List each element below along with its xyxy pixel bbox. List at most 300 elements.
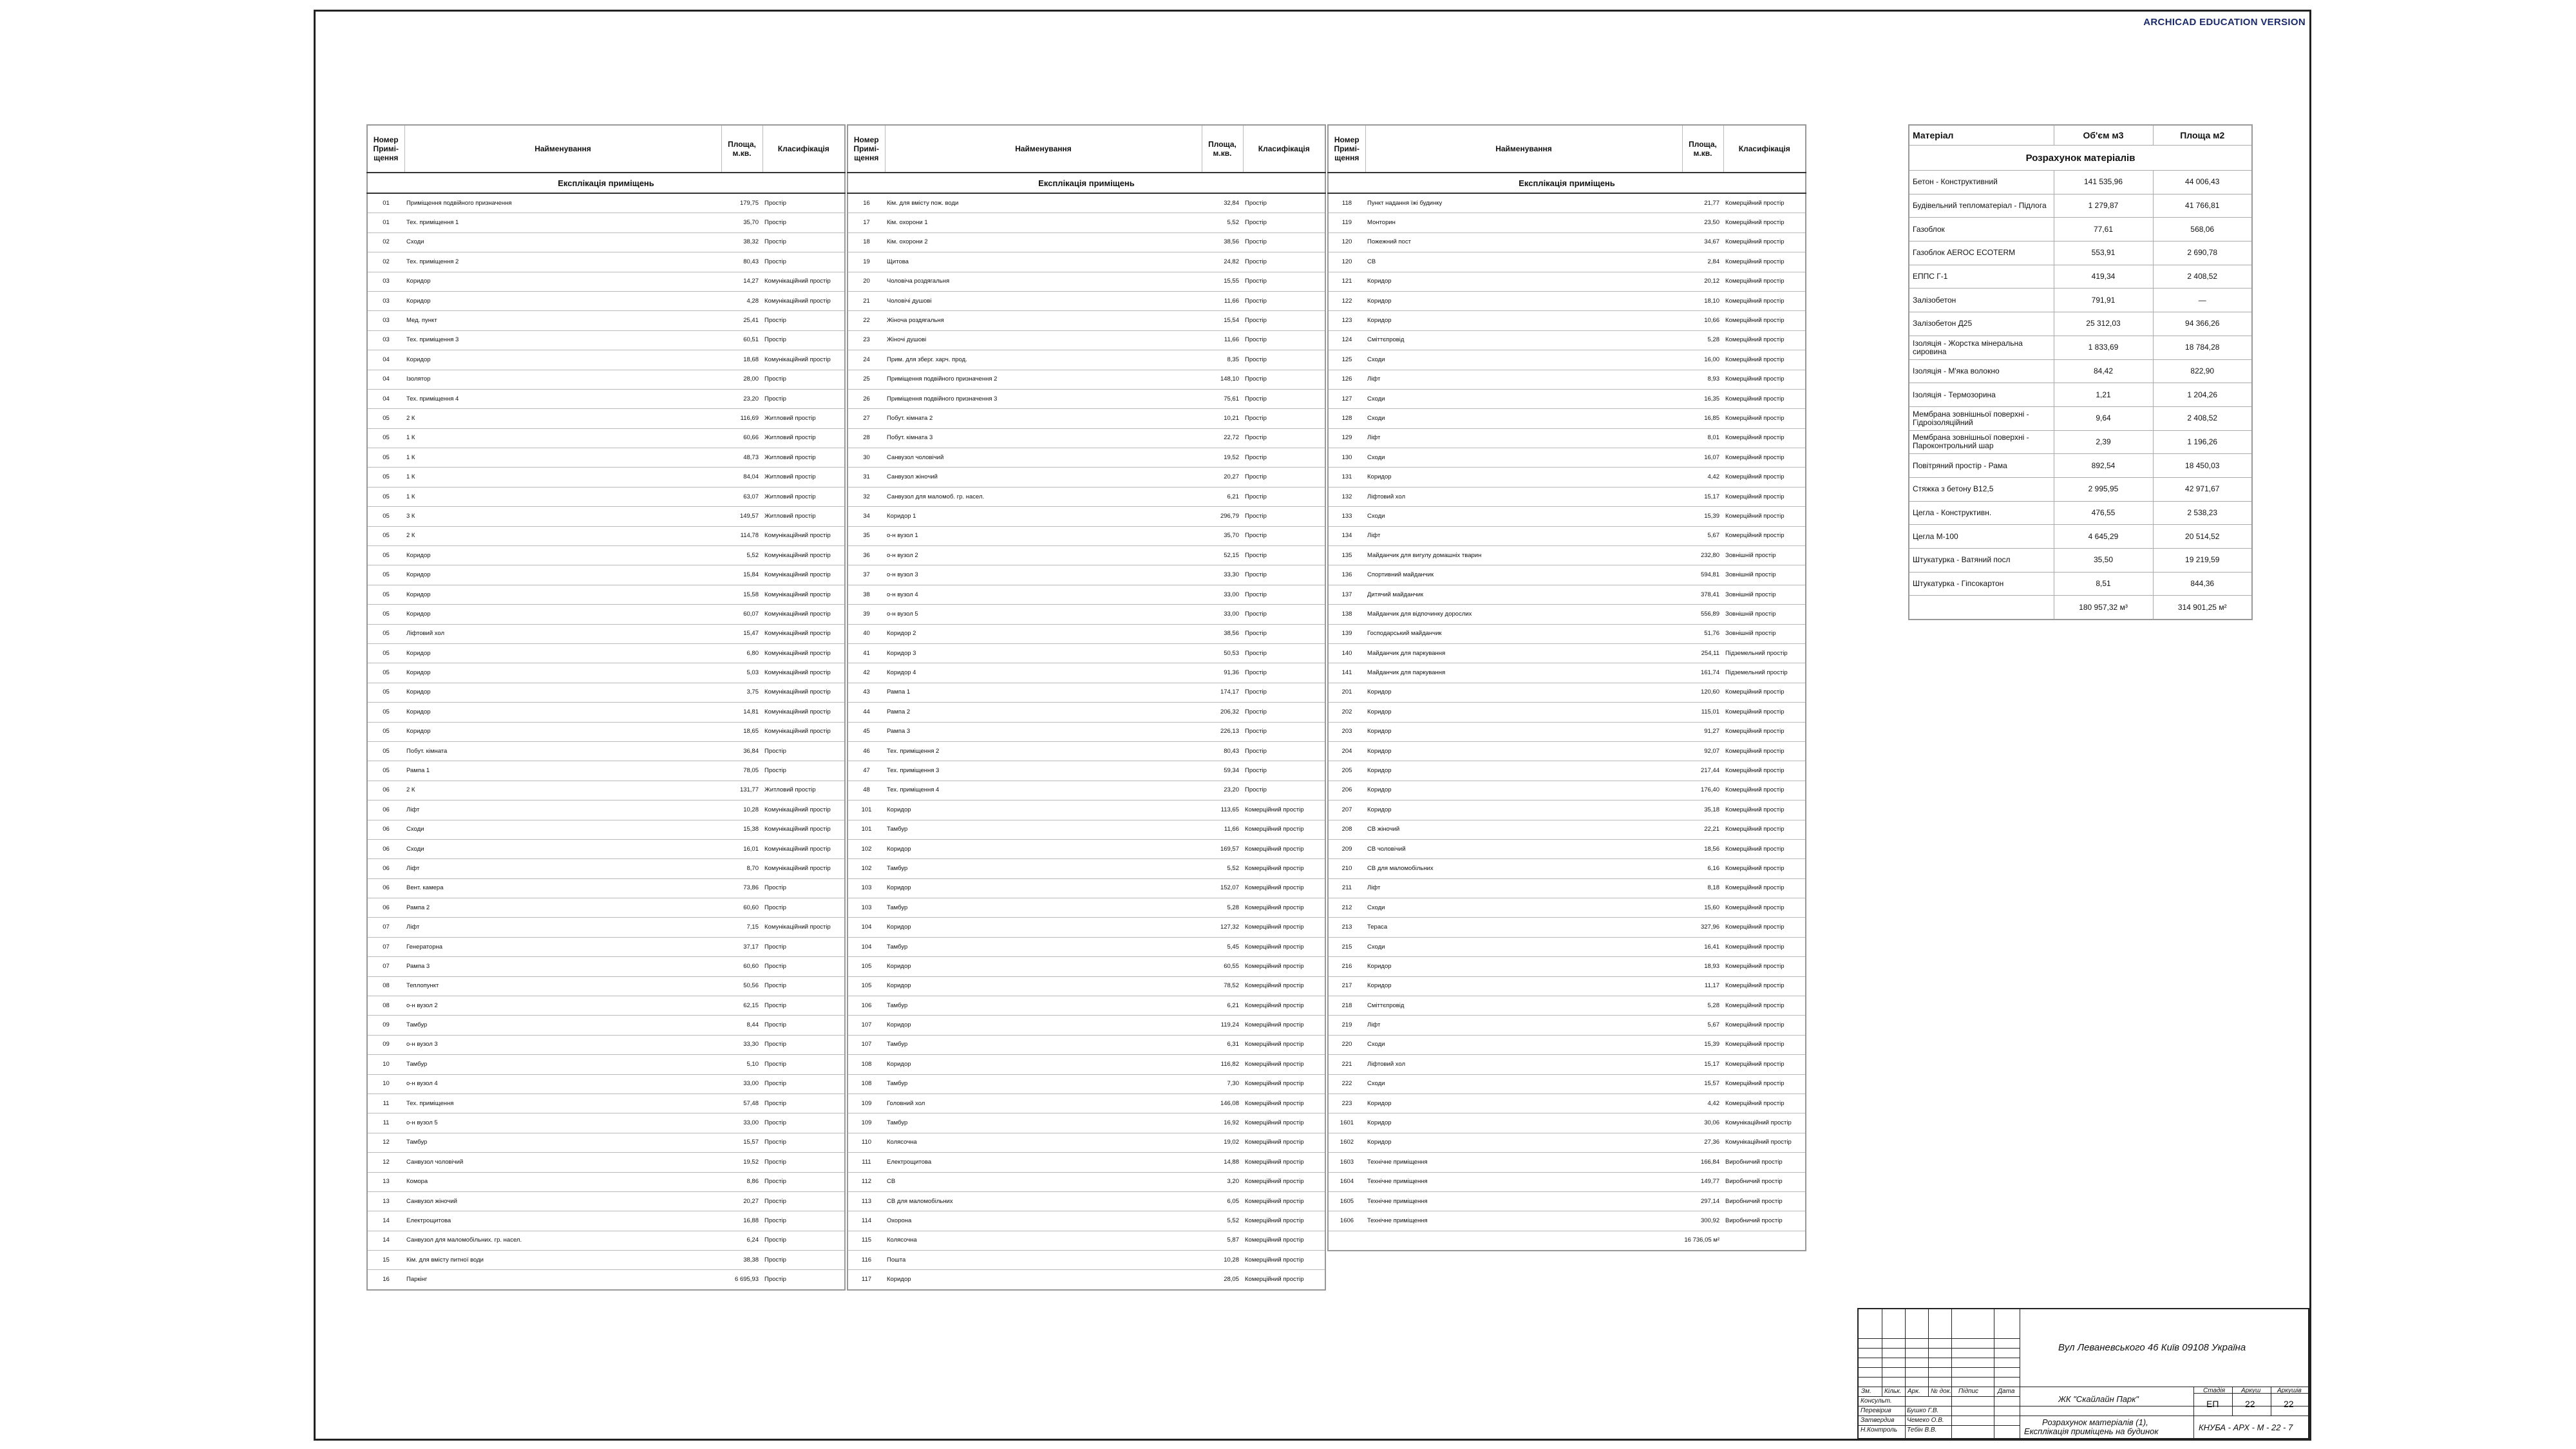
room-name: Кім. для вмісту питної води [404, 1251, 721, 1270]
room-area: 60,60 [721, 957, 762, 976]
room-number: 105 [848, 976, 885, 996]
room-number: 05 [367, 703, 404, 722]
table-row [1328, 546, 1806, 565]
room-name: СВ чоловічий [1365, 839, 1682, 858]
room-area: 254,11 [1682, 643, 1723, 663]
room-number: 204 [1328, 741, 1365, 761]
material-area: 568,06 [2153, 218, 2252, 242]
room-class: Комунікаційний простір [762, 565, 845, 585]
room-number: 129 [1328, 428, 1365, 448]
table-row [1328, 820, 1806, 839]
material-row [1909, 477, 2252, 501]
room-name: Жіноча роздягальня [885, 311, 1202, 330]
col-volume: Об'єм м3 [2054, 125, 2153, 146]
room-number: 28 [848, 428, 885, 448]
room-area: 556,89 [1682, 605, 1723, 624]
room-number: 05 [367, 565, 404, 585]
room-area: 5,10 [721, 1055, 762, 1074]
table-row [848, 272, 1325, 291]
room-class: Простір [762, 878, 845, 898]
room-class: Простір [762, 1231, 845, 1250]
table-row [1328, 487, 1806, 506]
room-number: 12 [367, 1133, 404, 1152]
table-row [367, 859, 845, 878]
room-class: Комерційний простір [1723, 800, 1806, 820]
room-number: 19 [848, 252, 885, 272]
material-area: 41 766,81 [2153, 194, 2252, 218]
room-class: Комунікаційний простір [1723, 1133, 1806, 1152]
room-name: Сміттєпровід [1365, 996, 1682, 1016]
material-row [1909, 383, 2252, 407]
room-number: 139 [1328, 624, 1365, 643]
table-row [1328, 1211, 1806, 1231]
table-row [1328, 350, 1806, 370]
table-row [1328, 1074, 1806, 1094]
room-class: Простір [1243, 722, 1325, 741]
table-row [848, 1016, 1325, 1035]
table-row [367, 1094, 845, 1113]
room-area: 25,41 [721, 311, 762, 330]
table-row [848, 507, 1325, 526]
room-number: 138 [1328, 605, 1365, 624]
room-number: 05 [367, 526, 404, 545]
table-row [848, 311, 1325, 330]
room-area: 78,05 [721, 761, 762, 781]
room-class: Простір [1243, 781, 1325, 800]
room-name: о-н вузол 3 [885, 565, 1202, 585]
room-name: Приміщення подвійного призначення 2 [885, 370, 1202, 389]
room-area: 33,30 [721, 1035, 762, 1054]
room-name: Сходи [1365, 1035, 1682, 1054]
room-class: Зовнішній простір [1723, 605, 1806, 624]
room-area: 20,27 [1202, 468, 1243, 487]
table-row [367, 839, 845, 858]
room-area: 15,39 [1682, 507, 1723, 526]
room-name: Тех. приміщення 3 [885, 761, 1202, 781]
room-number: 102 [848, 839, 885, 858]
table-row [1328, 252, 1806, 272]
col-name: Найменування [404, 125, 721, 173]
room-name: Кім. охорони 1 [885, 213, 1202, 232]
col-classification: Класифікація [1723, 125, 1806, 173]
room-class: Комерційний простір [1723, 1055, 1806, 1074]
table-row [848, 232, 1325, 252]
room-area: 35,70 [1202, 526, 1243, 545]
room-name: Майданчик для паркування [1365, 663, 1682, 683]
room-class: Виробничий простір [1723, 1172, 1806, 1191]
table-row [367, 1113, 845, 1133]
room-number: 120 [1328, 232, 1365, 252]
room-number: 219 [1328, 1016, 1365, 1035]
room-number: 10 [367, 1074, 404, 1094]
room-area: 152,07 [1202, 878, 1243, 898]
material-volume: 8,51 [2054, 572, 2153, 596]
room-name: Тех. приміщення 2 [404, 252, 721, 272]
room-class: Комунікаційний простір [762, 272, 845, 291]
col-number: Номер Примі-щення [1328, 125, 1365, 173]
room-area: 5,45 [1202, 937, 1243, 956]
room-area: 8,86 [721, 1172, 762, 1191]
room-name: Коридор [1365, 683, 1682, 702]
room-number: 20 [848, 272, 885, 291]
room-area: 15,17 [1682, 1055, 1723, 1074]
room-class: Виробничий простір [1723, 1191, 1806, 1211]
room-name: Коридор [404, 683, 721, 702]
material-area: 20 514,52 [2153, 525, 2252, 549]
room-number: 05 [367, 448, 404, 468]
material-name: Штукатурка - Ватяний посл [1909, 549, 2054, 573]
room-number: 112 [848, 1172, 885, 1191]
table-row [848, 409, 1325, 428]
table-row [848, 996, 1325, 1016]
table-row [1328, 213, 1806, 232]
room-number: 18 [848, 232, 885, 252]
room-number: 108 [848, 1074, 885, 1094]
room-name: Рампа 1 [404, 761, 721, 781]
stamp-sheets: 22 [2284, 1399, 2294, 1409]
room-area: 16 736,05 м² [1682, 1231, 1723, 1251]
room-area: 232,80 [1682, 546, 1723, 565]
room-area: 37,17 [721, 937, 762, 956]
room-name: Технічне приміщення [1365, 1191, 1682, 1211]
room-area: 16,88 [721, 1211, 762, 1231]
room-class: Комерційний простір [1243, 1055, 1325, 1074]
table-row [1328, 1035, 1806, 1054]
table-row [848, 976, 1325, 996]
room-class: Комерційний простір [1723, 330, 1806, 350]
room-class: Комерційний простір [1243, 1074, 1325, 1094]
room-class: Простір [1243, 663, 1325, 683]
room-name: Тераса [1365, 918, 1682, 937]
room-number: 06 [367, 859, 404, 878]
table-row [848, 898, 1325, 918]
room-area: 38,56 [1202, 232, 1243, 252]
room-area: 73,86 [721, 878, 762, 898]
room-number: 1601 [1328, 1113, 1365, 1133]
room-number: 109 [848, 1113, 885, 1133]
room-name: Паркінг [404, 1270, 721, 1290]
room-name: 2 К [404, 781, 721, 800]
table-row [1328, 741, 1806, 761]
material-name [1909, 596, 2054, 620]
table-row [367, 311, 845, 330]
room-class: Комерційний простір [1723, 937, 1806, 956]
rooms-caption: Експлікація приміщень [848, 173, 1325, 193]
room-number: 09 [367, 1016, 404, 1035]
table-row [367, 1153, 845, 1172]
material-row [1909, 406, 2252, 430]
table-row [848, 468, 1325, 487]
room-number: 221 [1328, 1055, 1365, 1074]
table-row [848, 565, 1325, 585]
room-area: 50,56 [721, 976, 762, 996]
material-name: Залізобетон Д25 [1909, 312, 2054, 336]
room-area: 34,67 [1682, 232, 1723, 252]
room-area: 120,60 [1682, 683, 1723, 702]
room-area: 27,36 [1682, 1133, 1723, 1152]
room-name: Коридор [1365, 741, 1682, 761]
room-area: 113,65 [1202, 800, 1243, 820]
room-area: 36,84 [721, 741, 762, 761]
material-area: 44 006,43 [2153, 171, 2252, 194]
room-number: 104 [848, 937, 885, 956]
room-number: 03 [367, 311, 404, 330]
room-area: 11,66 [1202, 291, 1243, 310]
room-number: 38 [848, 585, 885, 604]
room-area: 62,15 [721, 996, 762, 1016]
room-class: Комунікаційний простір [762, 663, 845, 683]
table-row [1328, 1191, 1806, 1211]
room-class: Комерційний простір [1243, 1113, 1325, 1133]
room-number: 137 [1328, 585, 1365, 604]
room-class: Комерційний простір [1723, 781, 1806, 800]
room-number: 203 [1328, 722, 1365, 741]
room-name: Сходи [1365, 937, 1682, 956]
table-row [848, 1133, 1325, 1152]
room-area: 52,15 [1202, 546, 1243, 565]
table-row [848, 1270, 1325, 1290]
table-row [367, 898, 845, 918]
table-row [1328, 232, 1806, 252]
col-classification: Класифікація [1243, 125, 1325, 173]
room-number: 08 [367, 996, 404, 1016]
room-area: 78,52 [1202, 976, 1243, 996]
table-row [1328, 272, 1806, 291]
room-number: 05 [367, 722, 404, 741]
room-class: Комерційний простір [1723, 918, 1806, 937]
room-name: Тамбур [404, 1055, 721, 1074]
room-class: Простір [762, 761, 845, 781]
room-area: 4,28 [721, 291, 762, 310]
material-name: Газоблок AEROC ECOTERM [1909, 242, 2054, 265]
room-class: Комерційний простір [1723, 409, 1806, 428]
table-row [1328, 409, 1806, 428]
room-number: 43 [848, 683, 885, 702]
room-name: СВ [885, 1172, 1202, 1191]
room-number: 205 [1328, 761, 1365, 781]
material-volume: 35,50 [2054, 549, 2153, 573]
room-area: 149,77 [1682, 1172, 1723, 1191]
table-row [1328, 761, 1806, 781]
table-row [1328, 605, 1806, 624]
room-name: СВ жіночий [1365, 820, 1682, 839]
material-name: Ізоляція - Термозорина [1909, 383, 2054, 407]
room-class: Простір [1243, 761, 1325, 781]
material-volume: 141 535,96 [2054, 171, 2153, 194]
room-area: 327,96 [1682, 918, 1723, 937]
table-row [848, 1094, 1325, 1113]
room-name: Мед. пункт [404, 311, 721, 330]
room-area: 35,70 [721, 213, 762, 232]
col-area: Площа, м.кв. [721, 125, 762, 173]
material-row [1909, 525, 2252, 549]
room-number: 24 [848, 350, 885, 370]
table-row [1328, 193, 1806, 213]
room-area: 6,05 [1202, 1191, 1243, 1211]
room-number: 40 [848, 624, 885, 643]
stamp-stage-label: Стадія [2203, 1387, 2226, 1394]
room-class: Простір [1243, 643, 1325, 663]
room-area: 19,02 [1202, 1133, 1243, 1152]
room-number: 01 [367, 213, 404, 232]
room-class: Простір [762, 1211, 845, 1231]
material-volume: 2,39 [2054, 430, 2153, 454]
stamp-col-sign: Підпис [1958, 1388, 1979, 1395]
room-name: Санвузол жіночий [404, 1191, 721, 1211]
room-class: Комерційний простір [1723, 428, 1806, 448]
room-class: Простір [1243, 428, 1325, 448]
room-area: 16,01 [721, 839, 762, 858]
room-number: 215 [1328, 937, 1365, 956]
room-number: 13 [367, 1172, 404, 1191]
material-area: 2 538,23 [2153, 501, 2252, 525]
room-class: Комерційний простір [1243, 1094, 1325, 1113]
room-name: Тех. приміщення [404, 1094, 721, 1113]
room-area: 15,17 [1682, 487, 1723, 506]
room-area: 131,77 [721, 781, 762, 800]
table-row [367, 683, 845, 702]
table-row [1328, 643, 1806, 663]
room-name: Коридор [885, 957, 1202, 976]
table-row [367, 389, 845, 408]
room-name: Санвузол чоловічий [404, 1153, 721, 1172]
table-row [367, 1191, 845, 1211]
table-row [848, 1113, 1325, 1133]
room-name: Ліфт [1365, 526, 1682, 545]
room-name: Тамбур [404, 1133, 721, 1152]
room-class: Простір [1243, 448, 1325, 468]
col-name: Найменування [1365, 125, 1682, 173]
room-name: Пожежний пост [1365, 232, 1682, 252]
room-class: Простір [762, 389, 845, 408]
room-class: Комунікаційний простір [762, 839, 845, 858]
room-area: 22,72 [1202, 428, 1243, 448]
room-name: Побут. кімната [404, 741, 721, 761]
room-class: Простір [762, 1191, 845, 1211]
stamp-name-3: Чемеко О.В. [1907, 1417, 1944, 1424]
room-name: Коридор [404, 663, 721, 683]
stamp-col-doc: № док. [1931, 1388, 1952, 1395]
room-name: Коридор [1365, 1133, 1682, 1152]
table-row [848, 487, 1325, 506]
room-name: Охорона [885, 1211, 1202, 1231]
material-name: Ізоляція - М'яка волокно [1909, 359, 2054, 383]
room-name: Чоловіча роздягальня [885, 272, 1202, 291]
room-class: Комерційний простір [1723, 272, 1806, 291]
room-area: 115,01 [1682, 703, 1723, 722]
table-row [367, 722, 845, 741]
table-row [848, 350, 1325, 370]
table-row [367, 957, 845, 976]
room-area: 14,88 [1202, 1153, 1243, 1172]
table-row [848, 781, 1325, 800]
room-name: Чоловічі душові [885, 291, 1202, 310]
room-class: Комерційний простір [1243, 1251, 1325, 1270]
room-area: 91,36 [1202, 663, 1243, 683]
material-name: Мембрана зовнішньої поверхні - Пароконтрольний шар [1909, 430, 2054, 454]
col-area: Площа, м.кв. [1682, 125, 1723, 173]
room-class: Комерційний простір [1243, 1270, 1325, 1290]
table-row [367, 1035, 845, 1054]
room-number: 126 [1328, 370, 1365, 389]
table-row [848, 624, 1325, 643]
stamp-sheets-label: Аркушів [2277, 1387, 2302, 1394]
room-number: 05 [367, 487, 404, 506]
material-row [1909, 430, 2252, 454]
room-name: Коридор [1365, 800, 1682, 820]
room-number: 111 [848, 1153, 885, 1172]
col-name: Найменування [885, 125, 1202, 173]
room-name: Коридор [404, 272, 721, 291]
room-number: 120 [1328, 252, 1365, 272]
table-row [1328, 800, 1806, 820]
room-area: 15,57 [721, 1133, 762, 1152]
room-name: Тамбур [885, 1113, 1202, 1133]
room-class: Комерційний простір [1243, 1153, 1325, 1172]
room-number: 134 [1328, 526, 1365, 545]
room-area: 146,08 [1202, 1094, 1243, 1113]
room-class: Комерційний простір [1723, 1074, 1806, 1094]
room-area: 33,00 [1202, 605, 1243, 624]
room-area: 6,21 [1202, 487, 1243, 506]
material-row [1909, 171, 2252, 194]
room-name: 2 К [404, 409, 721, 428]
room-name: Сходи [404, 839, 721, 858]
table-row [848, 722, 1325, 741]
table-row [367, 800, 845, 820]
room-area: 38,32 [721, 232, 762, 252]
room-name: 2 К [404, 526, 721, 545]
room-number: 07 [367, 918, 404, 937]
room-class: Комерційний простір [1243, 898, 1325, 918]
room-area: 15,58 [721, 585, 762, 604]
room-class: Комунікаційний простір [762, 859, 845, 878]
room-number: 132 [1328, 487, 1365, 506]
table-row [1328, 1113, 1806, 1133]
table-row [1328, 1172, 1806, 1191]
room-area: 5,28 [1682, 996, 1723, 1016]
room-number: 12 [367, 1153, 404, 1172]
table-row [1328, 448, 1806, 468]
material-volume: 2 995,95 [2054, 477, 2153, 501]
room-class: Комерційний простір [1723, 898, 1806, 918]
table-row [1328, 507, 1806, 526]
room-area: 148,10 [1202, 370, 1243, 389]
room-number: 108 [848, 1055, 885, 1074]
room-area: 16,41 [1682, 937, 1723, 956]
room-class: Житловий простір [762, 468, 845, 487]
room-name: Коридор [404, 350, 721, 370]
table-row [848, 957, 1325, 976]
table-row [1328, 937, 1806, 956]
room-name: Колясочна [885, 1231, 1202, 1250]
room-name: Сходи [1365, 389, 1682, 408]
room-name: Коридор [1365, 722, 1682, 741]
room-area: 14,27 [721, 272, 762, 291]
room-number: 102 [848, 859, 885, 878]
room-number: 04 [367, 350, 404, 370]
table-row [1328, 1055, 1806, 1074]
material-row [1909, 312, 2252, 336]
table-row [367, 585, 845, 604]
room-area: 8,44 [721, 1016, 762, 1035]
room-class: Простір [1243, 468, 1325, 487]
material-volume: 791,91 [2054, 289, 2153, 312]
room-number: 128 [1328, 409, 1365, 428]
room-area: 10,28 [721, 800, 762, 820]
room-class: Житловий простір [762, 428, 845, 448]
table-row [848, 1172, 1325, 1191]
